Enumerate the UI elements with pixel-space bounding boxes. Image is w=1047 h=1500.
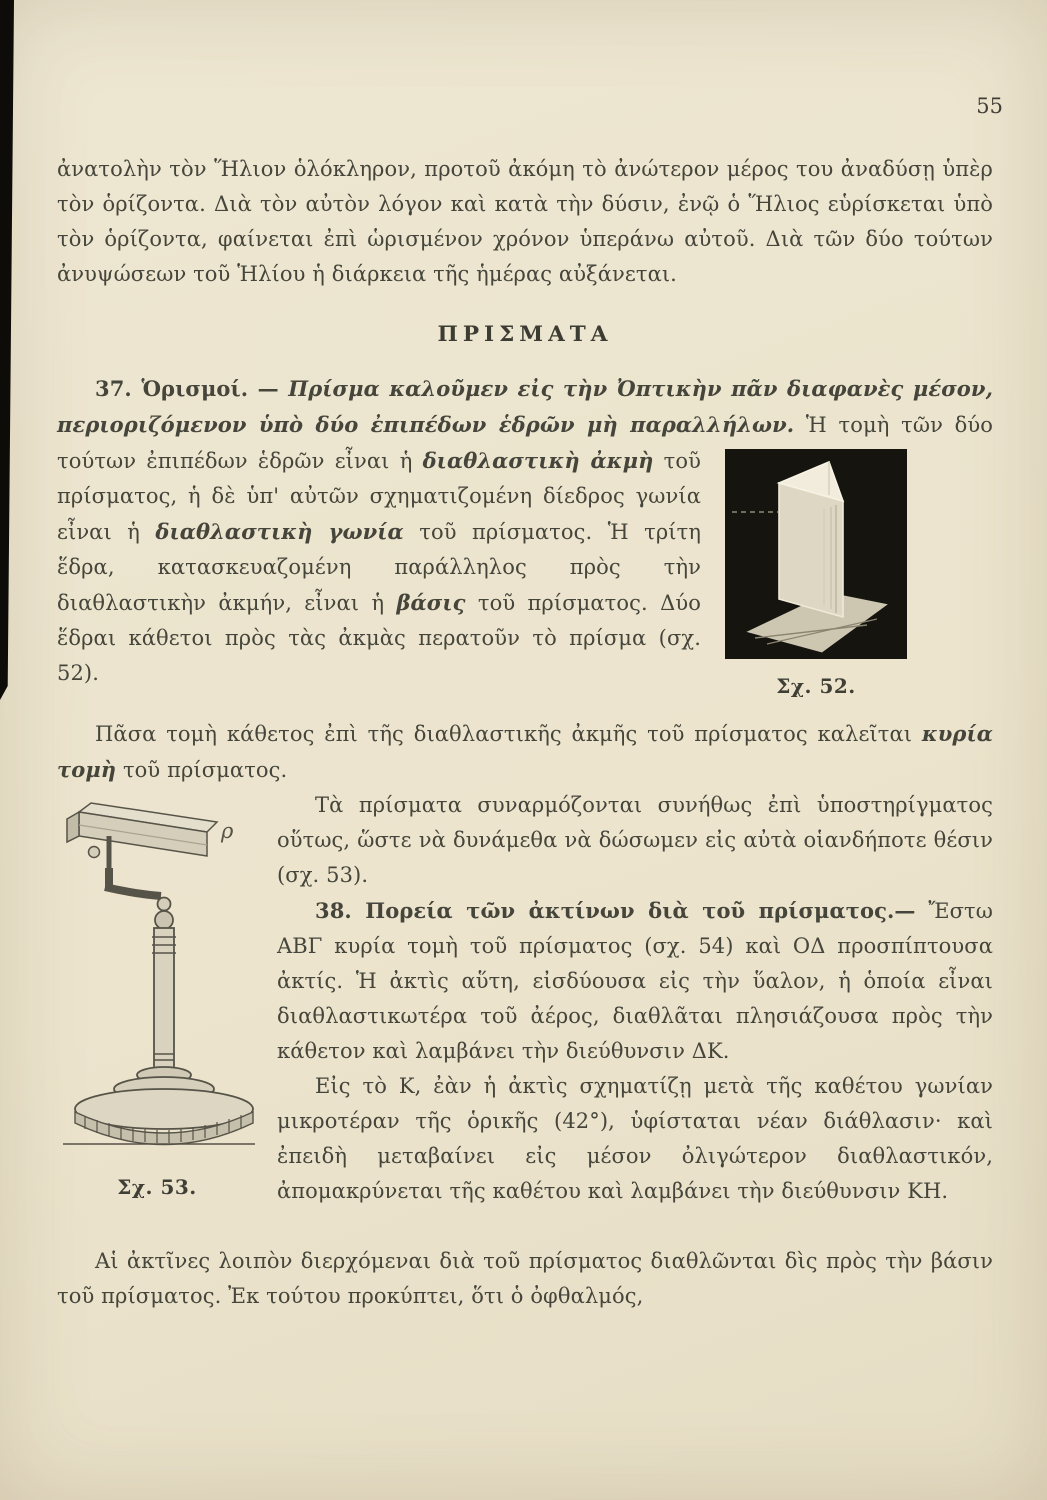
section-37-text: Ἡ τομὴ τῶν δύο τούτων ἐπιπέδων ἑδρῶν εἶναι ἡ xyxy=(57,413,994,473)
term-principal-section: κυρία τομὴ xyxy=(57,721,993,782)
section-37-definition: Πρίσμα καλοῦμεν εἰς τὴν Ὀπτικὴν πᾶν διαφανὲς μέσον, περιοριζόμενον ὑπὸ δύο ἐπιπέδων ἑδρῶν μὴ παραλλήλων. xyxy=(57,376,993,437)
section-38-text: Ἔστω ΑΒΓ κυρία τομὴ τοῦ πρίσματος (σχ. 54) καὶ ΟΔ προσπίπτουσα ἀκτίς. Ἡ ἀκτὶς αὕτη, εἰσδύουσα εἰς τὴν ὕαλον, ἡ ὁποία εἶναι διαθλαστικωτέρα τοῦ ἀέρος, διαθλᾶται πλησιάζουσα πρὸς τὴν κάθετον καὶ λαμβάνει τὴν διεύθυνσιν ΔΚ. xyxy=(277,899,993,1063)
prism-stand-illustration xyxy=(57,792,257,1160)
page-number: 55 xyxy=(976,94,1003,118)
term-base: βάσις xyxy=(396,590,466,615)
closing-paragraph xyxy=(57,1244,993,1314)
prism-label: ρ xyxy=(221,819,234,843)
binding-shadow xyxy=(0,0,14,700)
section-37-text: τοῦ πρίσματος. Ἡ τρίτη ἕδρα, κατασκευαζομένη παράλληλος πρὸς τὴν διαθλαστικὴν ἀκμήν, εἶναι ἡ xyxy=(57,520,701,615)
closing-text: Αἱ ἀκτῖνες λοιπὸν διερχόμεναι διὰ τοῦ πρίσματος διαθλῶνται δὶς πρὸς τὴν βάσιν τοῦ πρίσματος. Ἐκ τούτου προκύπτει, ὅτι ὁ ὀφθαλμός, xyxy=(57,1249,993,1308)
prism-illustration xyxy=(725,449,907,659)
chapter-heading: ΠΡΙΣΜΑΤΑ xyxy=(437,322,613,347)
principal-text: τοῦ πρίσματος. xyxy=(116,758,288,782)
section-37-paragraph xyxy=(57,371,994,698)
term-refracting-edge: διαθλαστικὴ ἀκμὴ xyxy=(422,448,654,473)
figure-52-caption: Σχ. 52. xyxy=(776,674,856,698)
section-37-number: 37. Ὁρισμοί. — xyxy=(95,376,289,401)
figure-52 xyxy=(725,449,907,704)
section-37-text: τοῦ πρίσματος, ἡ δὲ ὑπ' αὐτῶν σχηματιζομένη δίεδρος γωνία εἶναι ἡ xyxy=(57,449,701,544)
section-38-heading: 38. Πορεία τῶν ἀκτίνων διὰ τοῦ πρίσματος.— xyxy=(315,898,916,923)
figure-53 xyxy=(57,792,257,1244)
refraction-text: Εἰς τὸ Κ, ἐὰν ἡ ἀκτὶς σχηματίζῃ μετὰ τῆς καθέτου γωνίαν μικροτέραν τῆς ὁρικῆς (42°), ὑφίσταται νέαν διάθλασιν· καὶ ἐπειδὴ μεταβαίνει εἰς μέσον ὀλιγώτερον διαθλαστικόν, ἀπομακρύνεται τῆς καθέτου καὶ λαμβάνει τὴν διεύθυνσιν ΚΗ. xyxy=(277,1074,993,1203)
intro-paragraph xyxy=(57,152,993,292)
principal-section-paragraph xyxy=(57,716,993,788)
intro-text: ἀνατολὴν τὸν Ἥλιον ὁλόκληρον, προτοῦ ἀκόμη τὸ ἀνώτερον μέρος του ἀναδύσῃ ὑπὲρ τὸν ὁρίζοντα. Διὰ τὸν αὐτὸν λόγον καὶ κατὰ τὴν δύσιν, ἐνῷ ὁ Ἥλιος εὑρίσκεται ὑπὸ τὸν ὁρίζοντα, φαίνεται ἐπὶ ὡρισμένον χρόνον ὑπεράνω αὐτοῦ. Διὰ τῶν δύο τούτων ἀνυψώσεων τοῦ Ἡλίου ἡ διάρκεια τῆς ἡμέρας αὐξάνεται. xyxy=(57,157,993,286)
term-refracting-angle: διαθλαστικὴ γωνία xyxy=(155,519,404,544)
figure-53-caption: Σχ. 53. xyxy=(117,1175,197,1199)
section-37-text: τοῦ πρίσματος. Δύο ἕδραι κάθετοι πρὸς τὰς ἀκμὰς περατοῦν τὸ πρίσμα (σχ. 52). xyxy=(57,591,701,685)
stand-text: Τὰ πρίσματα συναρμόζονται συνήθως ἐπὶ ὑποστηρίγματος οὕτως, ὥστε νὰ δυνάμεθα νὰ δώσωμεν εἰς αὐτὰ οἱανδήποτε θέσιν (σχ. 53). xyxy=(277,793,993,887)
page-content xyxy=(57,152,993,1314)
principal-text: Πᾶσα τομὴ κάθετος ἐπὶ τῆς διαθλαστικῆς ἀκμῆς τοῦ πρίσματος καλεῖται xyxy=(95,722,922,746)
